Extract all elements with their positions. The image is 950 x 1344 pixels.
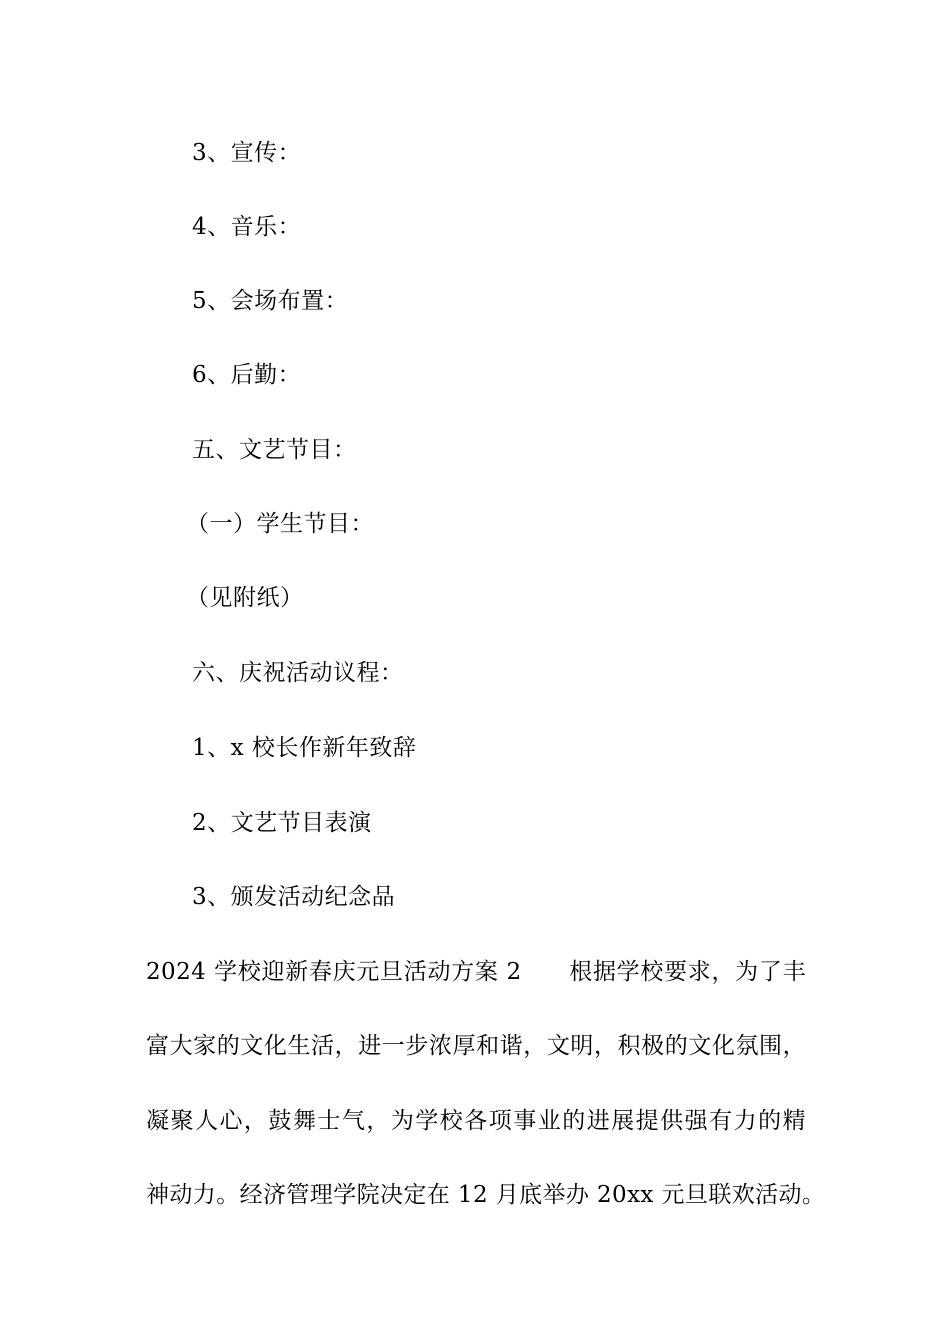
paragraph-line-2: 富大家的文化生活，进一步浓厚和谐，文明，积极的文化氛围， — [146, 1033, 806, 1059]
item-music: 4、音乐： — [192, 214, 302, 240]
item-publicity: 3、宣传： — [192, 140, 302, 166]
section-heading-performances: 五、文艺节目： — [192, 437, 357, 463]
agenda-item-speech: 1、x 校长作新年致辞 — [192, 735, 417, 761]
paragraph-line-1: 2024 学校迎新春庆元旦活动方案 2 根据学校要求，为了丰 — [146, 959, 806, 985]
agenda-item-souvenirs: 3、颁发活动纪念品 — [192, 884, 396, 910]
item-venue-layout: 5、会场布置： — [192, 288, 349, 314]
subsection-student-performances: （一）学生节目： — [186, 511, 374, 537]
paragraph-line-3: 凝聚人心，鼓舞士气，为学校各项事业的进展提供强有力的精 — [146, 1108, 806, 1134]
section-heading-agenda: 六、庆祝活动议程： — [192, 660, 404, 686]
paragraph-line-4: 神动力。经济管理学院决定在 12 月底举办 20xx 元旦联欢活动。 — [146, 1182, 826, 1208]
see-attachment-note: （见附纸） — [186, 585, 304, 611]
item-logistics: 6、后勤： — [192, 362, 302, 388]
agenda-item-performance: 2、文艺节目表演 — [192, 810, 372, 836]
